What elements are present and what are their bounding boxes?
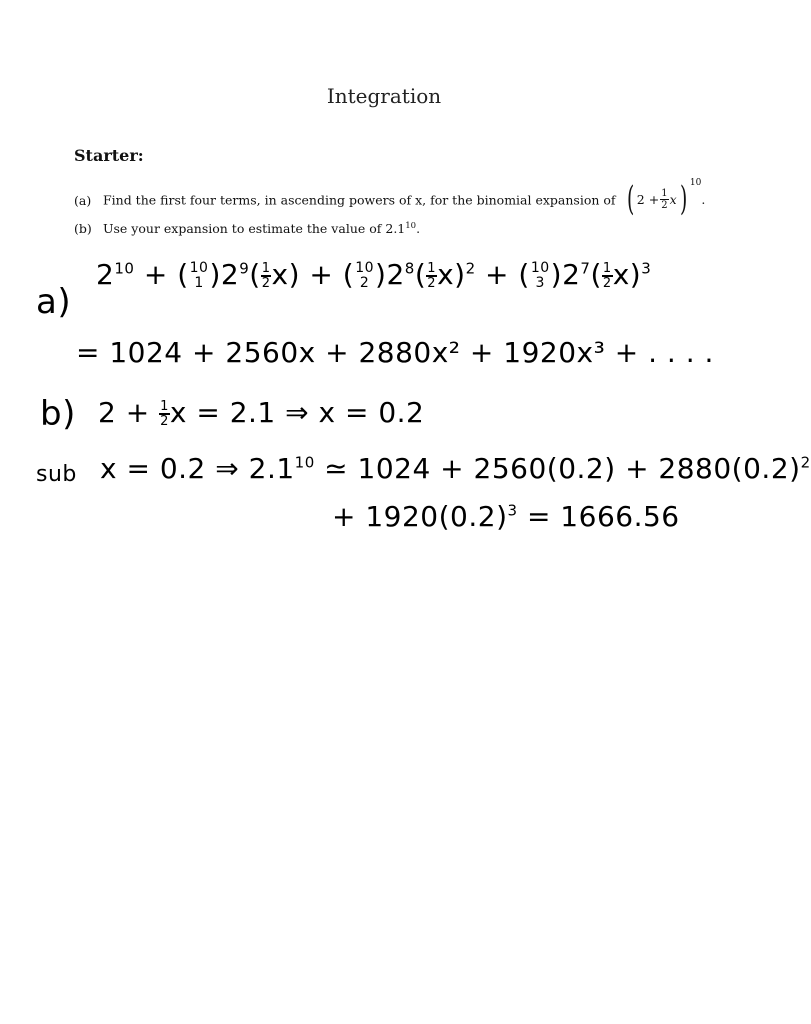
- substitution-line2: [332, 500, 680, 533]
- left-paren: (: [626, 179, 634, 219]
- question-a-text: Find the first four terms, in ascending powers of x, for the binomial expansion of: [102, 192, 616, 208]
- final-result: = 1666.56: [517, 500, 680, 533]
- half-fraction: [159, 400, 170, 428]
- binomial-coefficient: [531, 261, 550, 290]
- term-exponent: 8: [404, 259, 415, 278]
- half-fraction: [426, 262, 437, 290]
- expr-fraction: [660, 188, 668, 211]
- fraction-denominator: 2: [602, 276, 612, 291]
- part-b-label: b): [40, 394, 76, 434]
- variable: x: [437, 258, 455, 291]
- square-exponent: 2: [465, 259, 476, 278]
- power-exponent: 10: [294, 453, 315, 472]
- term-base: 2: [96, 258, 115, 291]
- equation-lhs: 2 +: [98, 396, 150, 429]
- fraction-numerator: 1: [261, 261, 271, 276]
- term-base: 2: [386, 258, 405, 291]
- binom-top: 10: [189, 260, 209, 277]
- fraction-denominator: 2: [661, 199, 668, 211]
- plus-sign: +: [300, 258, 343, 291]
- expr-variable: x: [669, 191, 677, 207]
- variable: x: [612, 258, 630, 291]
- question-b-end: .: [416, 221, 421, 237]
- plus-sign: +: [134, 258, 178, 291]
- substitution-term: + 1920(0.2): [332, 500, 508, 533]
- part-a-line2: = 1024 + 2560x + 2880x² + 1920x³ + . . . .: [76, 336, 714, 369]
- binomial-coefficient: [355, 261, 374, 290]
- fraction-numerator: 1: [661, 187, 668, 199]
- question-a: [74, 178, 706, 219]
- expr-exponent: 10: [689, 178, 702, 188]
- half-fraction: [602, 262, 613, 290]
- half-fraction: [261, 262, 272, 290]
- binom-top: 10: [355, 260, 375, 277]
- equation-rest: x = 2.1 ⇒ x = 0.2: [169, 396, 425, 429]
- fraction-numerator: 1: [602, 261, 612, 276]
- question-a-tag: (a): [74, 192, 92, 208]
- binomial-expression: [624, 178, 706, 219]
- plus-sign: +: [475, 258, 519, 291]
- term-exponent: 9: [239, 259, 250, 278]
- sub-label: sub: [36, 462, 77, 487]
- term-base: 2: [562, 258, 581, 291]
- part-b-line1: [98, 396, 424, 429]
- part-a-line1: $2^{10}$ + ( 10 1 )$2^9$( $\frac{1}{2}$ x) + ( 10 2 )$2^8$( $\frac{1}{2}$ x)$^2$ + ( 10 3 )$2^7$( $\frac{1}{2}$ x)$^3$: [96, 258, 652, 291]
- question-b-tag: (b): [74, 221, 92, 237]
- question-b-text: Use your expansion to estimate the value of 2.1: [102, 221, 406, 237]
- expr-base: 2 +: [636, 191, 660, 207]
- part-a-label: a): [36, 282, 72, 322]
- substitution-line1: [100, 452, 811, 485]
- term-base: 2: [220, 258, 240, 291]
- binom-bottom: 3: [535, 275, 545, 291]
- term-exponent: 7: [580, 259, 591, 278]
- expr-end: .: [701, 191, 706, 207]
- right-paren: ): [679, 179, 687, 219]
- starter-heading: Starter:: [74, 146, 144, 165]
- fraction-numerator: 1: [427, 261, 437, 276]
- fraction-denominator: 2: [427, 276, 437, 291]
- fraction-numerator: 1: [160, 399, 169, 414]
- binom-bottom: 2: [359, 275, 370, 291]
- cube-exponent: 3: [507, 501, 518, 520]
- term-exponent: 10: [114, 259, 135, 278]
- binom-top: 10: [530, 260, 550, 277]
- page-title: Integration: [326, 84, 442, 108]
- cube-exponent: 3: [641, 259, 652, 278]
- question-b-exponent: 10: [405, 221, 417, 231]
- fraction-denominator: 2: [261, 276, 271, 291]
- fraction-denominator: 2: [160, 414, 169, 429]
- square-exponent: 2: [800, 453, 811, 472]
- variable: x: [271, 258, 289, 291]
- question-b: [74, 221, 420, 236]
- substitution-lhs: x = 0.2 ⇒ 2.1: [100, 452, 295, 485]
- binomial-coefficient: [190, 261, 209, 290]
- substitution-rhs: ≃ 1024 + 2560(0.2) + 2880(0.2): [314, 452, 801, 485]
- binom-bottom: 1: [194, 275, 204, 291]
